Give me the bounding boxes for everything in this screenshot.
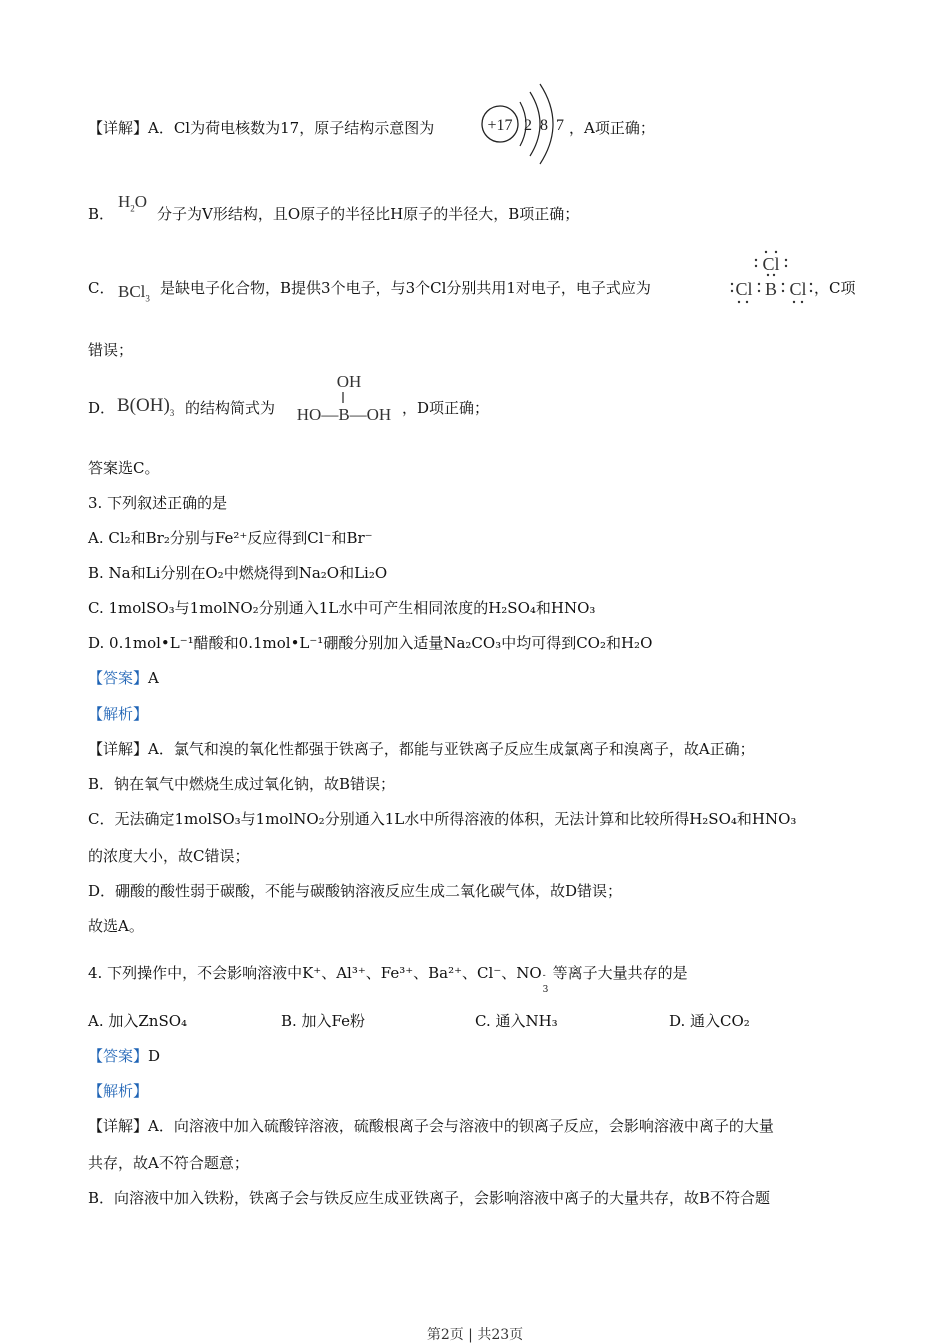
atom-shell-1: 2: [524, 117, 532, 134]
q3-answer-label: 【答案】: [88, 669, 149, 687]
q4-no3-sup: -: [542, 971, 546, 981]
q3-answer-value: A: [148, 669, 159, 687]
boh3-oh-top: OH: [336, 372, 362, 391]
q3-detail-d: D．硼酸的酸性弱于碳酸，不能与碳酸钠溶液反应生成二氧化碳气体，故D错误；: [88, 882, 623, 900]
detail-d-suffix: ，D项正确；: [402, 399, 490, 417]
q4-option-b: B. 加入Fe粉: [281, 1012, 366, 1030]
detail-a-text: 【详解】A．Cl为荷电核数为17，原子结构示意图为: [88, 119, 435, 137]
atom-structure-diagram: [478, 80, 578, 168]
h2o-h: H: [118, 192, 131, 211]
q4-detail-a1: 【详解】A．向溶液中加入硫酸锌溶液，硫酸根离子会与溶液中的钡离子反应，会影响溶液中离子的大量: [88, 1117, 774, 1135]
detail-b-text: 分子为V形结构，且O原子的半径比H原子的半径大，B项正确；: [157, 205, 580, 223]
q3-option-d: D. 0.1mol•L⁻¹醋酸和0.1mol•L⁻¹硼酸分别加入适量Na₂CO₃中均可得到CO₂和H₂O: [88, 634, 653, 652]
detail-a-line: [88, 118, 434, 138]
q4-analysis-label: 【解析】: [88, 1082, 149, 1100]
q4-no3-sub: 3: [542, 985, 549, 995]
detail-c-prefix: C．: [88, 279, 115, 297]
q3-stem: 3. 下列叙述正确的是: [88, 494, 228, 512]
q3-detail-c2: 的浓度大小，故C错误；: [88, 847, 250, 865]
detail-d-prefix: D．: [88, 399, 116, 417]
q3-detail-a: 【详解】A．氯气和溴的氧化性都强于铁离子，都能与亚铁离子反应生成氯离子和溴离子，故A正确；: [88, 740, 755, 758]
q4-answer-value: D: [148, 1047, 161, 1065]
lewis-cl-left: Cl: [735, 279, 753, 299]
boh3-structure: [286, 370, 402, 426]
q4-option-a: A. 加入ZnSO₄: [88, 1012, 188, 1030]
page-footer: 第2页 | 共23页: [426, 1327, 524, 1343]
prev-answer: 答案选C。: [88, 459, 160, 477]
h2o-sub: 2: [130, 203, 135, 214]
lewis-b: B: [764, 279, 778, 299]
q4-answer: [88, 1046, 160, 1066]
atom-shell-3: 7: [556, 117, 564, 134]
bcl3-main: BCl: [118, 282, 146, 301]
boh3-main: B(OH): [117, 395, 170, 416]
atom-nucleus-label: +17: [487, 117, 513, 134]
q4-stem: [88, 963, 688, 995]
boh3-struct-line: HO—B—OH: [296, 405, 392, 424]
boh3-sub: 3: [169, 407, 175, 418]
h2o-o: O: [134, 192, 148, 211]
detail-c-suffix: ，C项: [814, 279, 856, 297]
q4-answer-label: 【答案】: [88, 1047, 149, 1065]
q3-analysis-label: 【解析】: [88, 705, 149, 723]
lewis-cl-top: Cl: [762, 254, 780, 274]
detail-c-cont: 错误；: [88, 341, 134, 359]
q4-detail-b: B．向溶液中加入铁粉，铁离子会与铁反应生成亚铁离子，会影响溶液中离子的大量共存，故B不符合题: [88, 1189, 771, 1207]
q4-detail-a2: 共存，故A不符合题意；: [88, 1154, 249, 1172]
q3-detail-c1: C．无法确定1molSO₃与1molNO₂分别通入1L水中所得溶液的体积，无法计算和比较所得H₂SO₄和HNO₃: [88, 810, 797, 828]
q3-conclusion: 故选A。: [88, 917, 144, 935]
boh3-formula: [117, 396, 174, 416]
detail-c-text: 是缺电子化合物，B提供3个电子，与3个Cl分别共用1对电子，电子式应为: [160, 279, 651, 297]
detail-a-suffix: ，A项正确；: [569, 119, 655, 137]
detail-b-line: [88, 204, 114, 224]
bcl3-formula: [118, 282, 150, 302]
bcl3-lewis-structure: [728, 246, 814, 306]
q3-option-a: A. Cl₂和Br₂分别与Fe²⁺反应得到Cl⁻和Br⁻: [88, 529, 373, 547]
detail-d-text: 的结构简式为: [185, 399, 276, 417]
q4-option-c: C. 通入NH₃: [475, 1012, 558, 1030]
q3-option-b: B. Na和Li分别在O₂中燃烧得到Na₂O和Li₂O: [88, 564, 388, 582]
bcl3-sub: 3: [145, 293, 150, 304]
q3-answer: [88, 668, 159, 688]
q4-stem-prefix: 4. 下列操作中，不会影响溶液中K⁺、Al³⁺、Fe³⁺、Ba²⁺、Cl⁻、NO: [88, 964, 542, 982]
h2o-formula: [118, 192, 147, 212]
q3-detail-b: B．钠在氧气中燃烧生成过氧化钠，故B错误；: [88, 775, 396, 793]
lewis-cl-right: Cl: [789, 279, 807, 299]
q4-stem-suffix: 等离子大量共存的是: [552, 964, 688, 982]
atom-shell-2: 8: [540, 117, 548, 134]
q3-option-c: C. 1molSO₃与1molNO₂分别通入1L水中可产生相同浓度的H₂SO₄和HNO₃: [88, 599, 596, 617]
detail-b-prefix: B．: [88, 205, 115, 223]
q4-option-d: D. 通入CO₂: [669, 1012, 750, 1030]
